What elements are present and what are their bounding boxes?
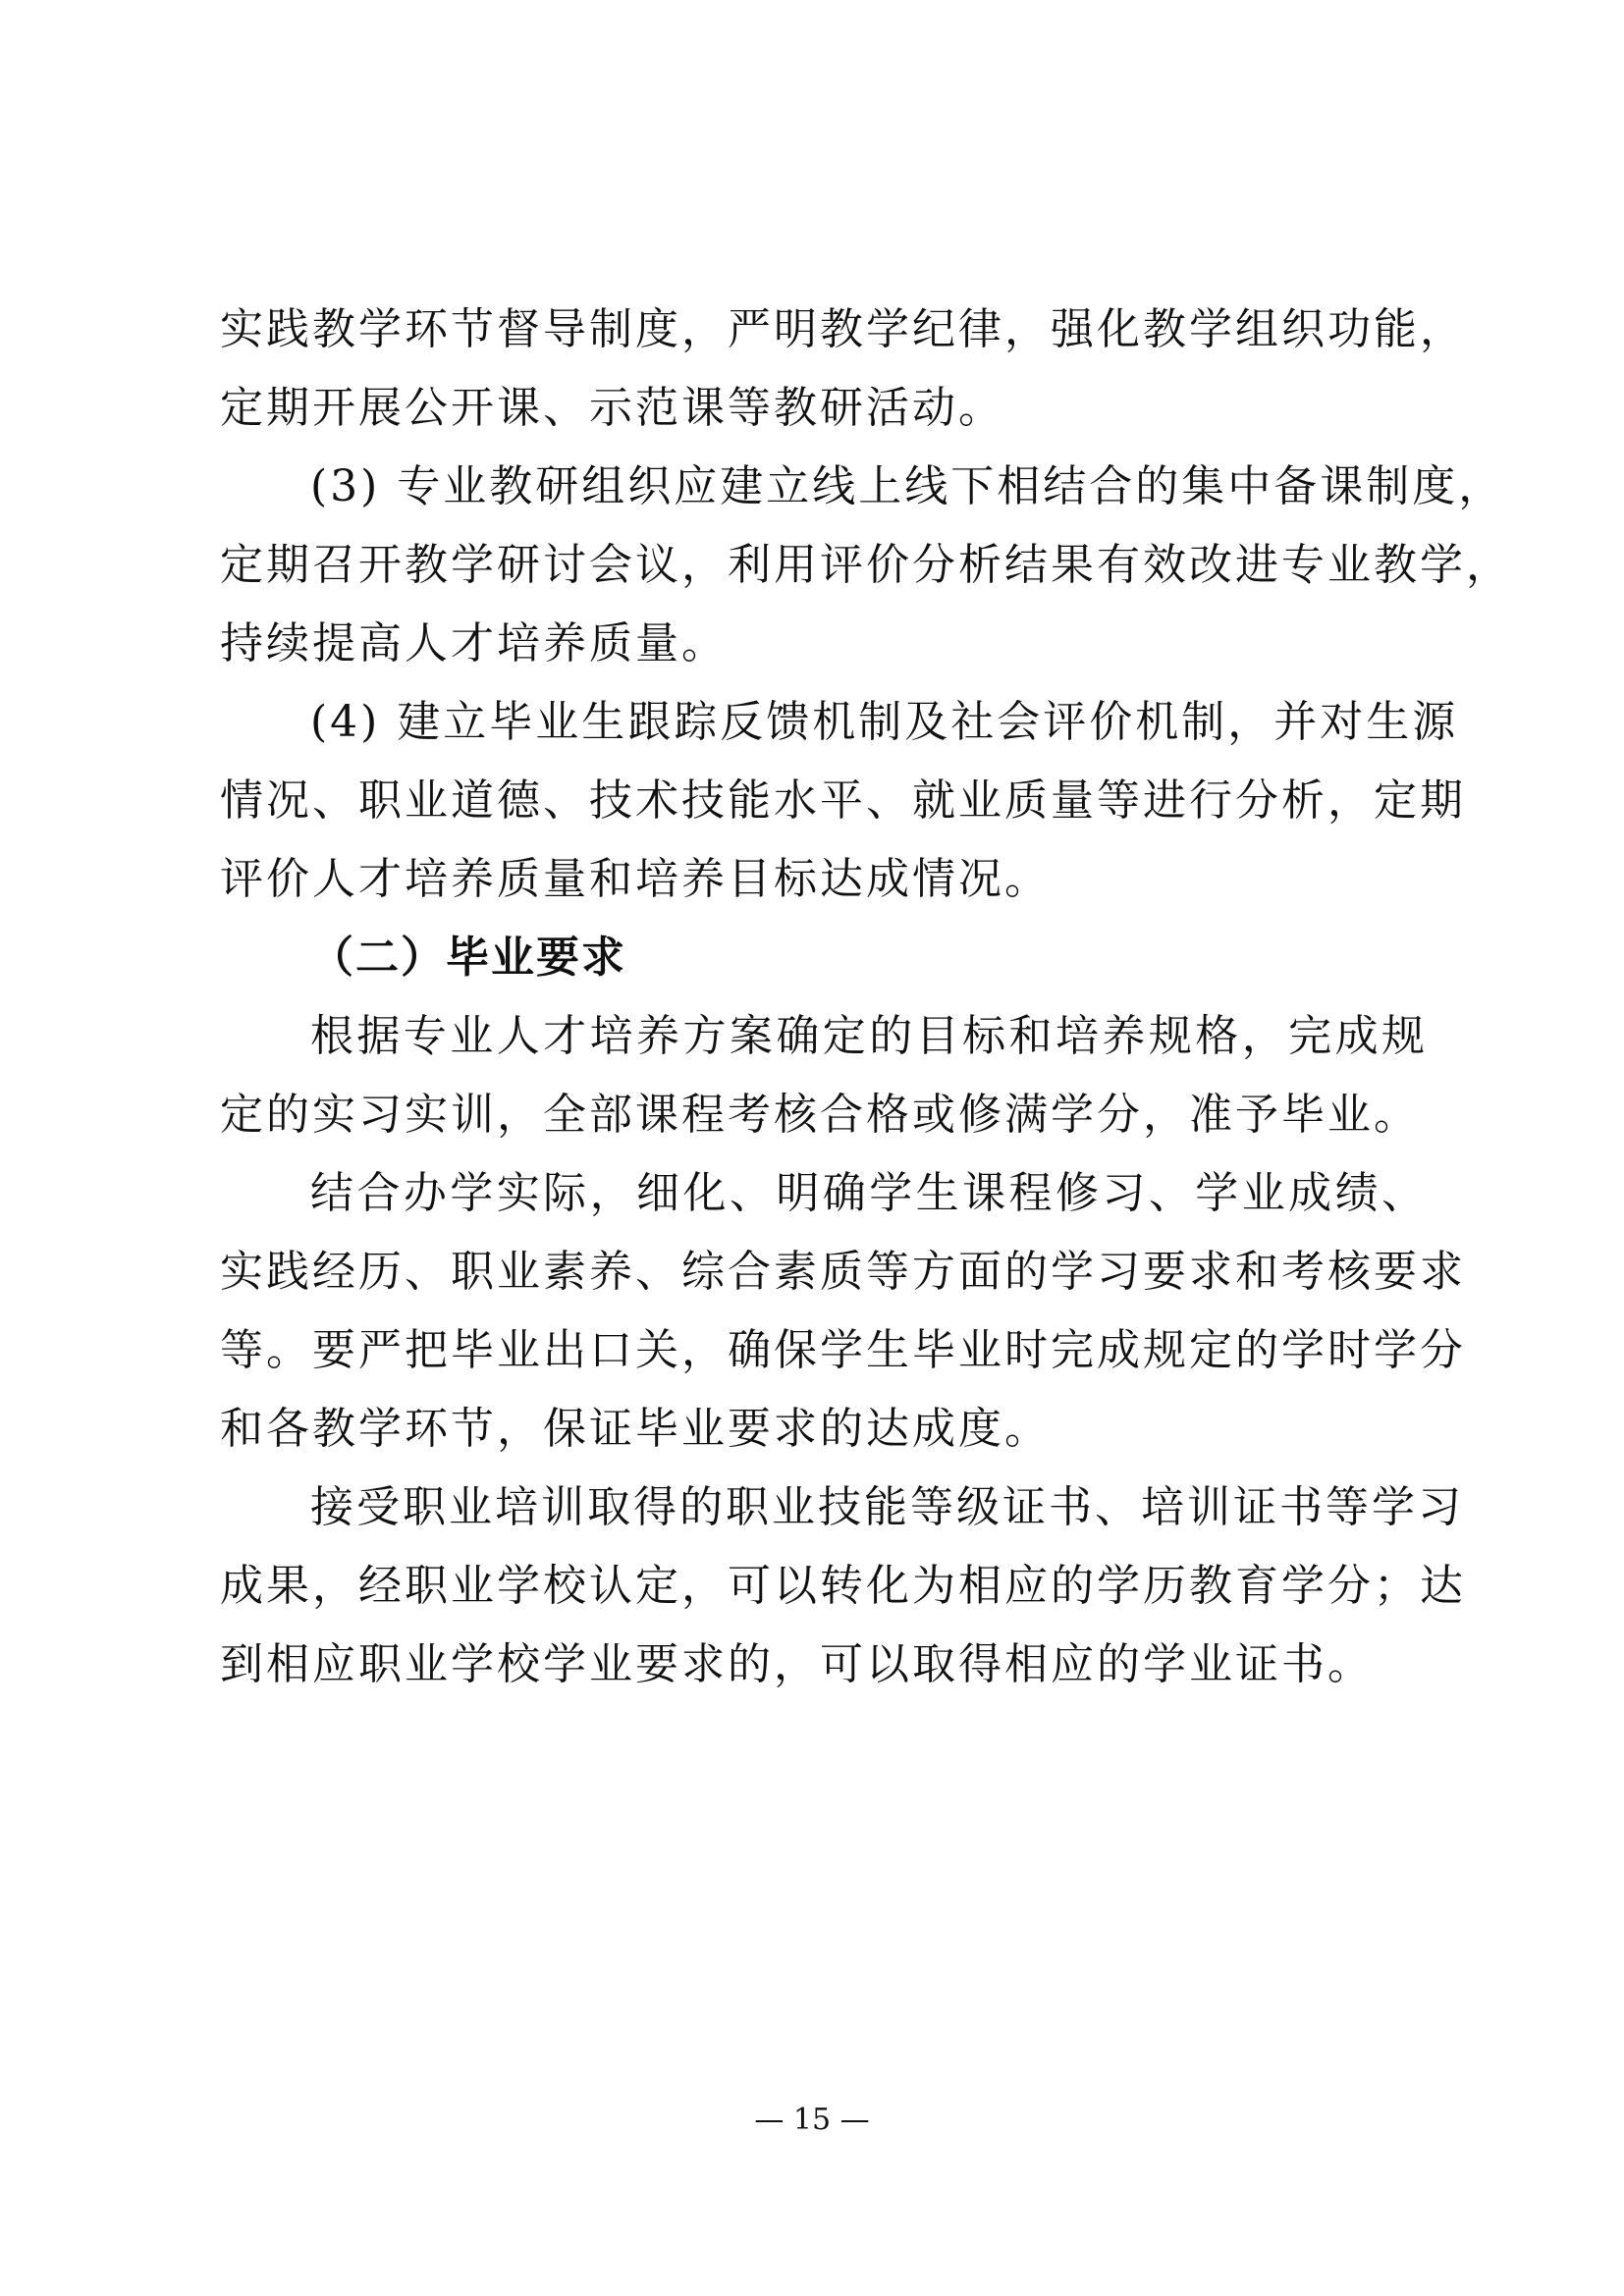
text-line-18: 到相应职业学校学业要求的，可以取得相应的学业证书。: [220, 1639, 1374, 1689]
text-line-5: 持续提高人才培养质量。: [220, 618, 728, 668]
text-line-8: 评价人才培养质量和培养目标达成情况。: [220, 854, 1051, 904]
text-line-13: 实践经历、职业素养、综合素质等方面的学习要求和考核要求: [220, 1247, 1466, 1297]
text-line-1: 实践教学环节督导制度，严明教学纪律，强化教学组织功能，: [220, 304, 1466, 354]
text-line-10: 根据专业人才培养方案确定的目标和培养规格，完成规: [310, 1011, 1428, 1061]
section-heading: （二）毕业要求: [310, 933, 626, 983]
text-line-14: 等。要严把毕业出口关，确保学生毕业时完成规定的学时学分: [220, 1325, 1466, 1375]
text-line-11: 定的实习实训，全部课程考核合格或修满学分，准予毕业。: [220, 1090, 1420, 1140]
text-line-17: 成果，经职业学校认定，可以转化为相应的学历教育学分；达: [220, 1561, 1466, 1611]
text-line-3: (3) 专业教研组织应建立线上线下相结合的集中备课制度，: [310, 461, 1505, 511]
text-line-15: 和各教学环节，保证毕业要求的达成度。: [220, 1404, 1051, 1454]
text-line-6: (4) 建立毕业生跟踪反馈机制及社会评价机制，并对生源: [310, 697, 1459, 747]
page-number: — 15 —: [754, 2103, 870, 2137]
text-line-2: 定期开展公开课、示范课等教研活动。: [220, 383, 1004, 433]
text-line-4: 定期召开教学研讨会议，利用评价分析结果有效改进专业教学，: [220, 540, 1512, 590]
text-line-7: 情况、职业道德、技术技能水平、就业质量等进行分析，定期: [220, 775, 1466, 826]
text-line-12: 结合办学实际，细化、明确学生课程修习、学业成绩、: [310, 1168, 1428, 1218]
text-line-16: 接受职业培训取得的职业技能等级证书、培训证书等学习: [310, 1482, 1464, 1532]
